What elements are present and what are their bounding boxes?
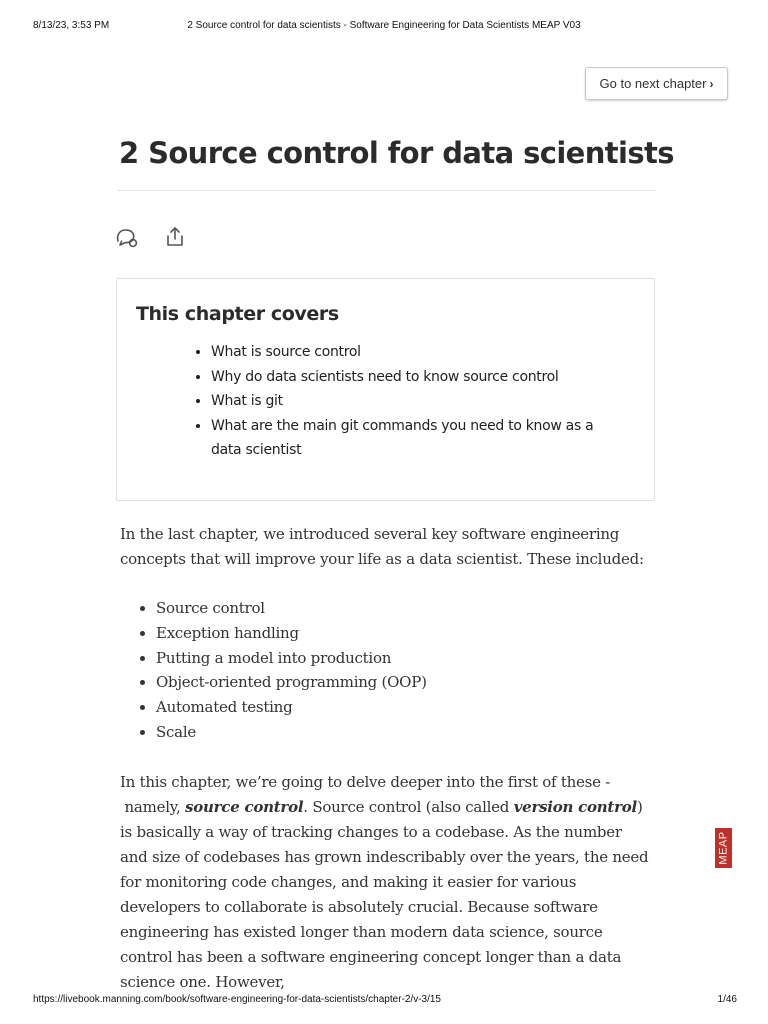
meap-badge-label: MEAP — [717, 831, 730, 865]
chapter-covers-item: • What is git — [211, 389, 611, 414]
chapter-covers-item: • What are the main git commands you need to know as a data scientist — [211, 414, 611, 463]
chapter-covers-item: • What is source control — [211, 340, 611, 365]
print-datetime: 8/13/23, 3:53 PM — [33, 20, 110, 31]
chapter-covers-box — [116, 278, 655, 501]
print-document-title: 2 Source control for data scientists - Software Engineering for Data Scientists MEAP V03 — [187, 20, 581, 31]
comment-icon[interactable] — [114, 224, 140, 250]
next-chapter-label: Go to next chapter — [599, 76, 707, 91]
intro-list-item: • Object-oriented programming (OOP) — [156, 670, 427, 695]
intro-list-item: • Exception handling — [156, 621, 427, 646]
chapter-paragraph-text: In this chapter, we’re going to delve deeper into the first of these - namely, — [120, 773, 611, 816]
intro-list-item: • Putting a model into production — [156, 646, 427, 671]
source-control-term: source control — [185, 798, 304, 816]
intro-list-item: • Automated testing — [156, 695, 427, 720]
chapter-paragraph-text: ) is basically a way of tracking changes to a codebase. As the number and size of codebases has grown indescribably over the years, the need for monitoring code changes, and making it easier for various developers to collaborate is absolutely crucial. Because software engineering has existed longer than modern data science, source control has been a software engineering concept longer than a data science one. However, — [120, 798, 649, 991]
print-page-number: 1/46 — [717, 994, 737, 1005]
title-divider — [117, 190, 656, 191]
next-chapter-button[interactable] — [585, 67, 728, 100]
chevron-right-icon: › — [709, 76, 714, 91]
chapter-covers-item: • Why do data scientists need to know source control — [211, 365, 611, 390]
intro-list-item: • Scale — [156, 720, 427, 745]
intro-list — [126, 596, 427, 745]
version-control-term: version control — [513, 798, 637, 816]
chapter-paragraph-text: . Source control (also called — [303, 798, 514, 816]
print-footer — [0, 994, 768, 1008]
chapter-covers-list — [180, 340, 611, 463]
intro-paragraph: In the last chapter, we introduced several key software engineering concepts that will improve your life as a data scientist. These included: — [120, 525, 644, 568]
meap-badge[interactable] — [715, 828, 732, 868]
share-icon[interactable] — [162, 224, 188, 250]
chapter-covers-heading: This chapter covers — [136, 303, 339, 325]
chapter-title: 2 Source control for data scientists — [119, 136, 674, 170]
print-url: https://livebook.manning.com/book/software-engineering-for-data-scientists/chapter-2/v-3/15 — [33, 994, 441, 1005]
intro-list-item: • Source control — [156, 596, 427, 621]
print-header — [0, 20, 768, 34]
chapter-paragraph — [120, 770, 650, 995]
